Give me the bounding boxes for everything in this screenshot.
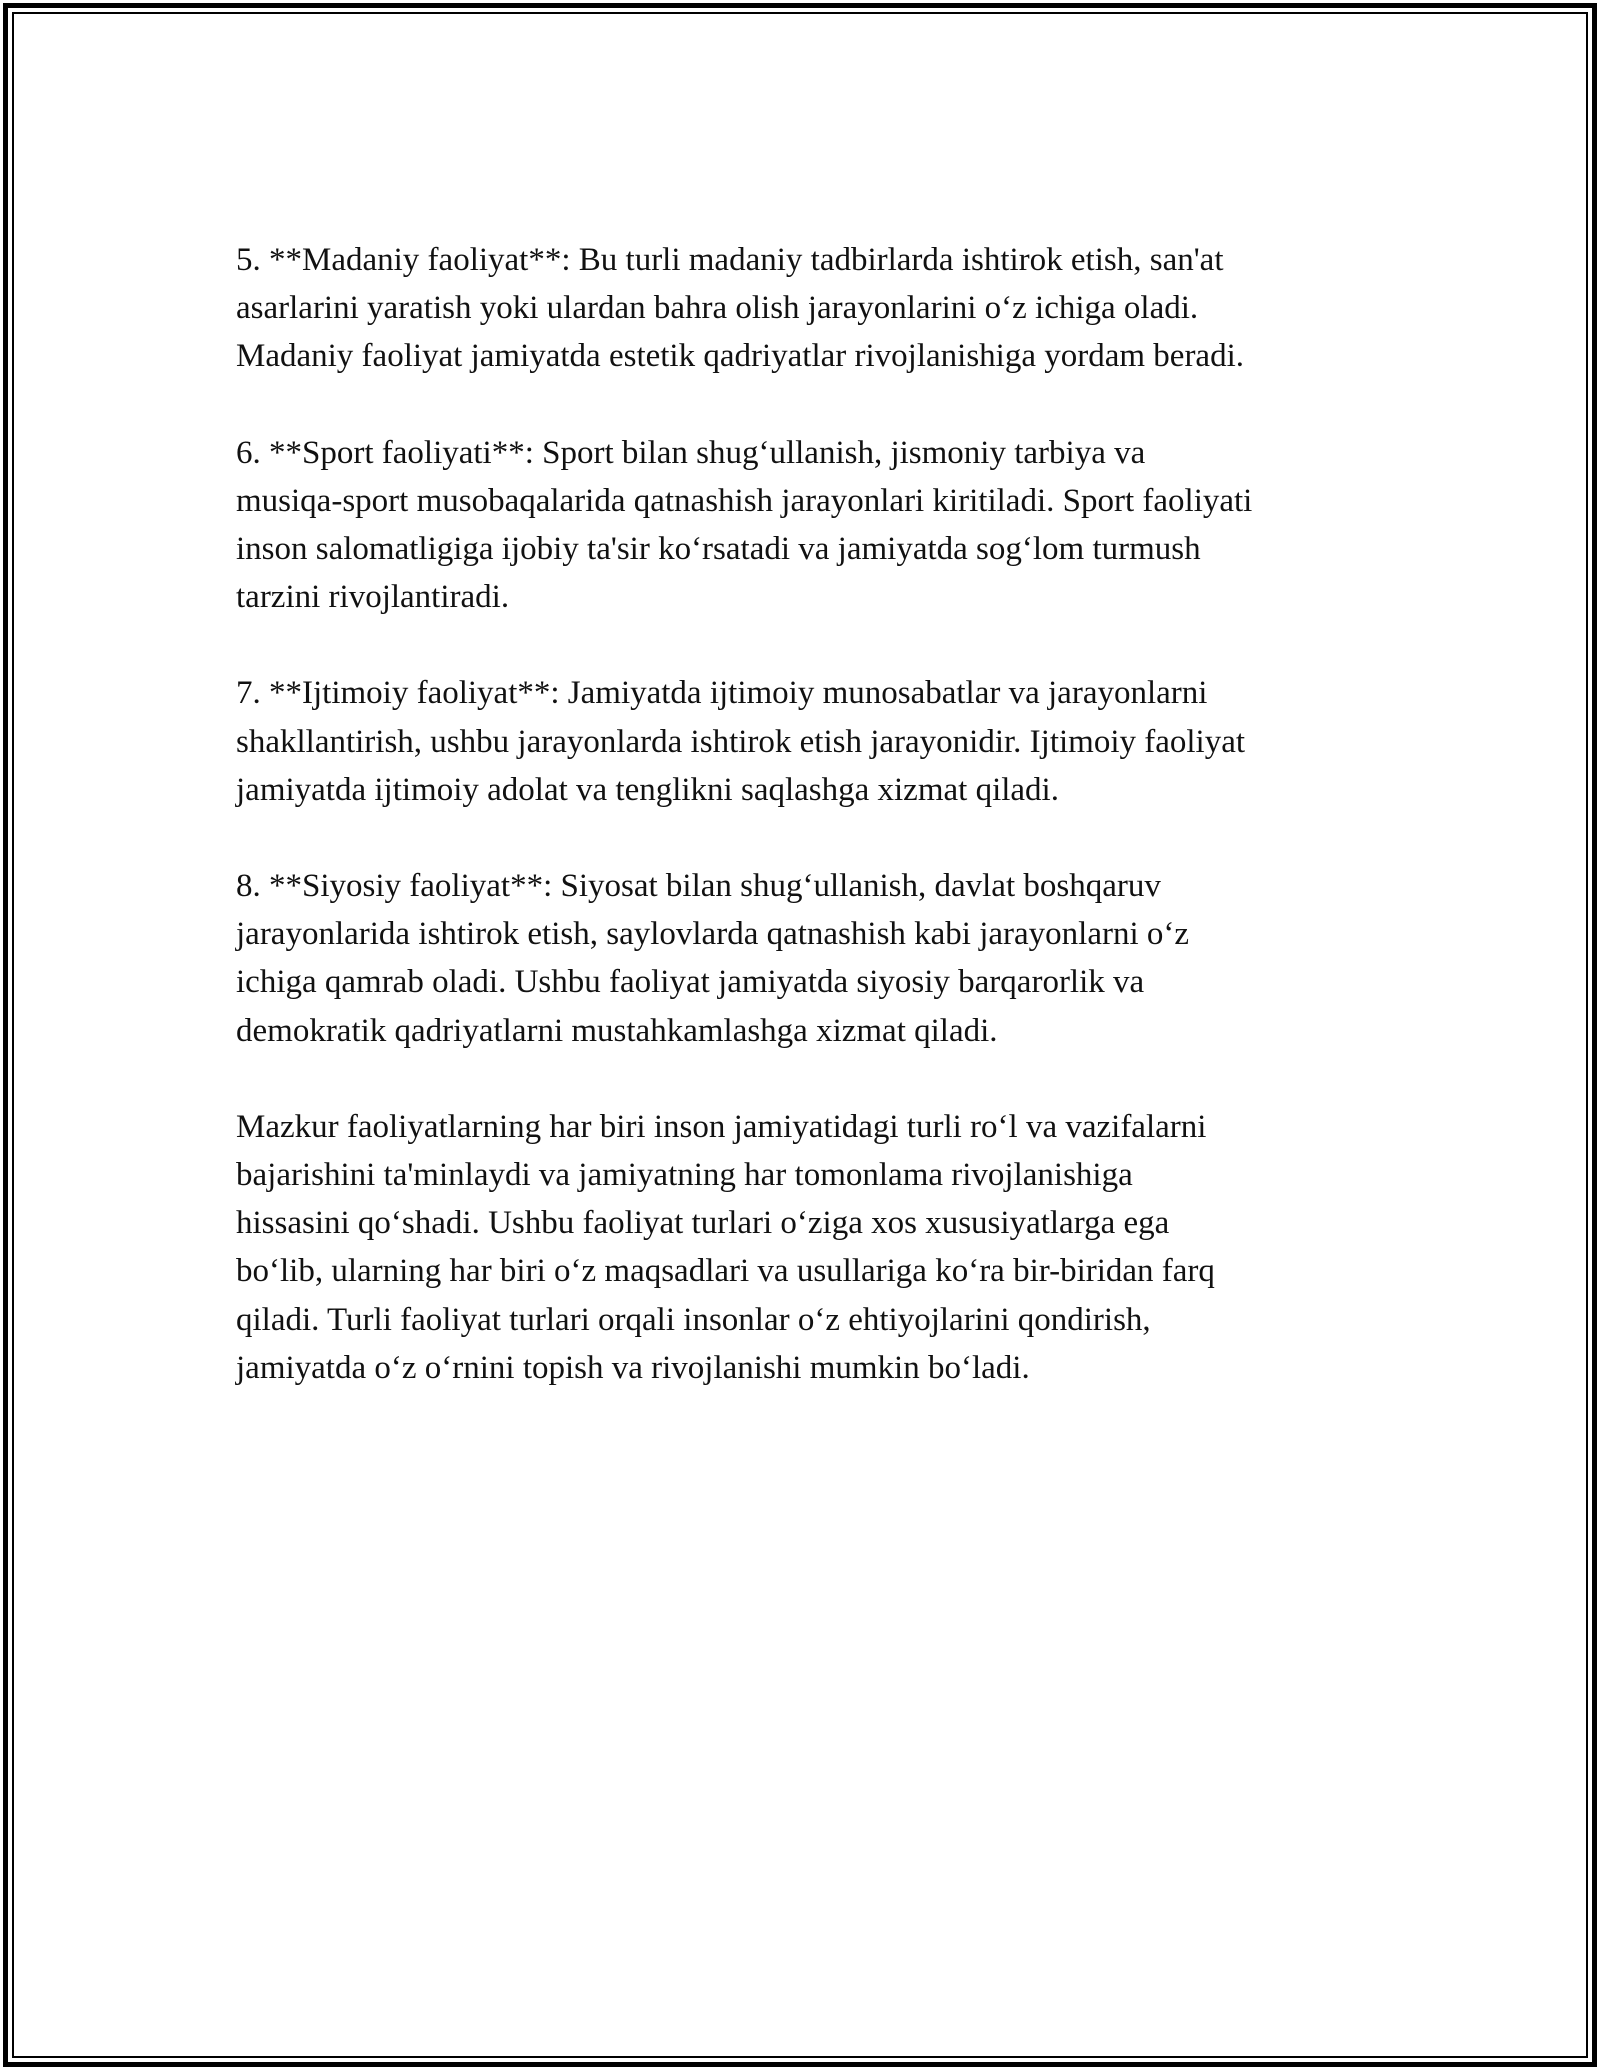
- paragraph-sport-activity: 6. **Sport faoliyati**: Sport bilan shugʻullanish, jismoniy tarbiya va musiqa-sport musobaqalarida qatnashish jarayonlari kiritiladi. Sport faoliyati inson salomatligiga ijobiy ta'sir koʻrsatadi va jamiyatda sogʻlom turmush tarzini rivojlantiradi.: [236, 434, 1253, 616]
- paragraph-cultural-activity: 5. **Madaniy faoliyat**: Bu turli madaniy tadbirlarda ishtirok etish, san'at asarlarini yaratish yoki ulardan bahra olish jarayonlarini oʻz ichiga oladi. Madaniy faoliyat jamiyatda estetik qadriyatlar rivojlanishiga yordam beradi.: [236, 242, 1244, 375]
- paragraph-political-activity: 8. **Siyosiy faoliyat**: Siyosat bilan shugʻullanish, davlat boshqaruv jarayonlarida ishtirok etish, saylovlarda qatnashish kabi jarayonlarni oʻz ichiga qamrab oladi. Ushbu faoliyat jamiyatda siyosiy barqarorlik va demokratik qadriyatlarni mustahkamlashga xizmat qiladi.: [236, 868, 1190, 1049]
- paragraph-conclusion: Mazkur faoliyatlarning har biri inson jamiyatidagi turli roʻl va vazifalarni bajarishini ta'minlaydi va jamiyatning har tomonlama rivojlanishiga hissasini qoʻshadi. Ushbu faoliyat turlari oʻziga xos xususiyatlarga ega boʻlib, ularning har biri oʻz maqsadlari va usullariga koʻra bir-biridan farq qiladi. Turli faoliyat turlari orqali insonlar oʻz ehtiyojlarini qondirish, jamiyatda oʻz oʻrnini topish va rivojlanishi mumkin boʻladi.: [236, 1108, 1215, 1386]
- document-body: [236, 236, 1386, 1440]
- paragraph-social-activity: 7. **Ijtimoiy faoliyat**: Jamiyatda ijtimoiy munosabatlar va jarayonlarni shakllantirish, ushbu jarayonlarda ishtirok etish jarayonidir. Ijtimoiy faoliyat jamiyatda ijtimoiy adolat va tenglikni saqlashga xizmat qiladi.: [236, 675, 1246, 808]
